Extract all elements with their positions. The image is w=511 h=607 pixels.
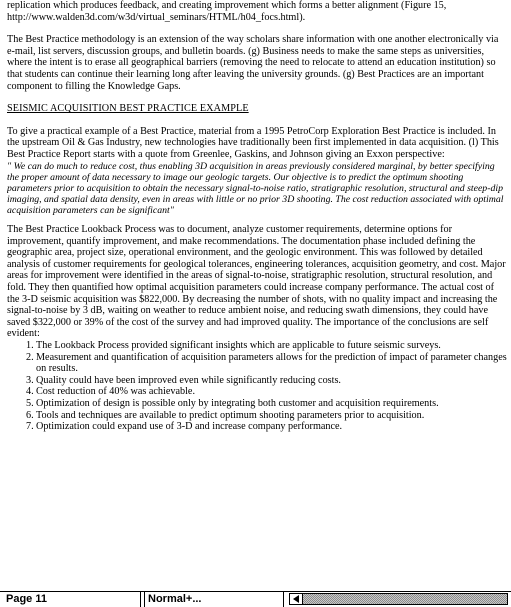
list-item: 3. Quality could have been improved even while significantly reducing costs.	[26, 374, 341, 386]
left-arrow-icon	[293, 595, 299, 603]
list-item: 6. Tools and techniques are available to predict optimum shooting parameters prior to acquisition.	[26, 409, 425, 421]
paragraph-intro: replication which produces feedback, and creating improvement which forms a better alignment (Figure 15, http://www.walden3d.com/w3d/virtual_seminars/HTML/h04_focs.html).	[7, 0, 447, 23]
paragraph-example: To give a practical example of a Best Practice, material from a 1995 PetroCorp Exploration Best Practice is included. In the upstream Oil & Gas Industry, new technologies have traditionally been first implemented in data acquisition. (l) This Best Practice Report starts with a quote from Greenlee, Gaskins, and Johnson giving an Exxon perspective:	[7, 125, 499, 160]
list-item: 4. Cost reduction of 40% was achievable.	[26, 386, 195, 398]
paragraph-lookback: The Best Practice Lookback Process was to document, analyze customer requirements, determine options for improvement, quantify improvement, and make recommendations. The documentation phase included defining the geographic area, project size, operational environment, and the geologic environment. This was followed by detailed analysis of customer requirements for geological tolerances, engineering tolerances, acquisition geometry, and cost. Major areas for improvement were identified in the areas of signal-to-noise, stratigraphic resolution, structural resolution, and fold. They then quantified how optimal acquisition parameters could increase company performance. The actual cost of the 3-D seismic acquisition was $822,000. By decreasing the number of shots, with no quality impact and increasing the signal-to-noise by 3 dB, waiting on weather to reduce ambient noise, and reducing swath dimensions, they could have saved $322,000 or 39% of the cost of the survey and had improved quality. The importance of the conclusions are self evident:	[7, 224, 506, 340]
paragraph-methodology: The Best Practice methodology is an extension of the way scholars share information with one another electronically via e-mail, list servers, discussion groups, and bulletin boards. (g) Business needs to make the same steps as universities, where the intent is to erase all geographical barriers (removing the need to relocate to attend an education institution) so that students can continue their learning long after leaving the university grounds. (g) Best Practices are an important component to filling the Knowledge Gaps.	[7, 34, 499, 92]
conclusions-list	[7, 340, 507, 433]
status-bar	[0, 591, 511, 607]
document-body	[7, 0, 507, 590]
style-selector[interactable]: Normal+...	[144, 592, 284, 607]
horizontal-scrollbar-track[interactable]	[303, 593, 508, 605]
list-item: 5. Optimization of design is possible only by integrating both customer and acquisition requirements.	[26, 397, 439, 409]
list-item: 2. Measurement and quantification of acquisition parameters allows for the prediction of impact of parameter changes on results.	[26, 351, 507, 375]
scroll-left-button[interactable]	[289, 593, 303, 605]
block-quote: " We can do much to reduce cost, thus enabling 3D acquisition in areas previously considered marginal, by better specifying the proper amount of data necessary to image our geologic targets. Our objective is to predict the optimum shooting parameters prior to acquisition to obtain the necessary signal-to-noise ratio, stratigraphic resolution, structural and steep-dip imaging, and spatial data density, even in areas with little or no prior 3D shooting. The cost reduction associated with optimal acquisition parameters can be significant"	[7, 160, 504, 216]
page-indicator[interactable]: Page 11	[2, 592, 141, 607]
list-item: 1. The Lookback Process provided significant insights which are applicable to future seismic surveys.	[26, 339, 441, 351]
section-heading: SEISMIC ACQUISITION BEST PRACTICE EXAMPLE	[7, 103, 249, 115]
list-item: 7. Optimization could expand use of 3-D and increase company performance.	[26, 421, 343, 433]
